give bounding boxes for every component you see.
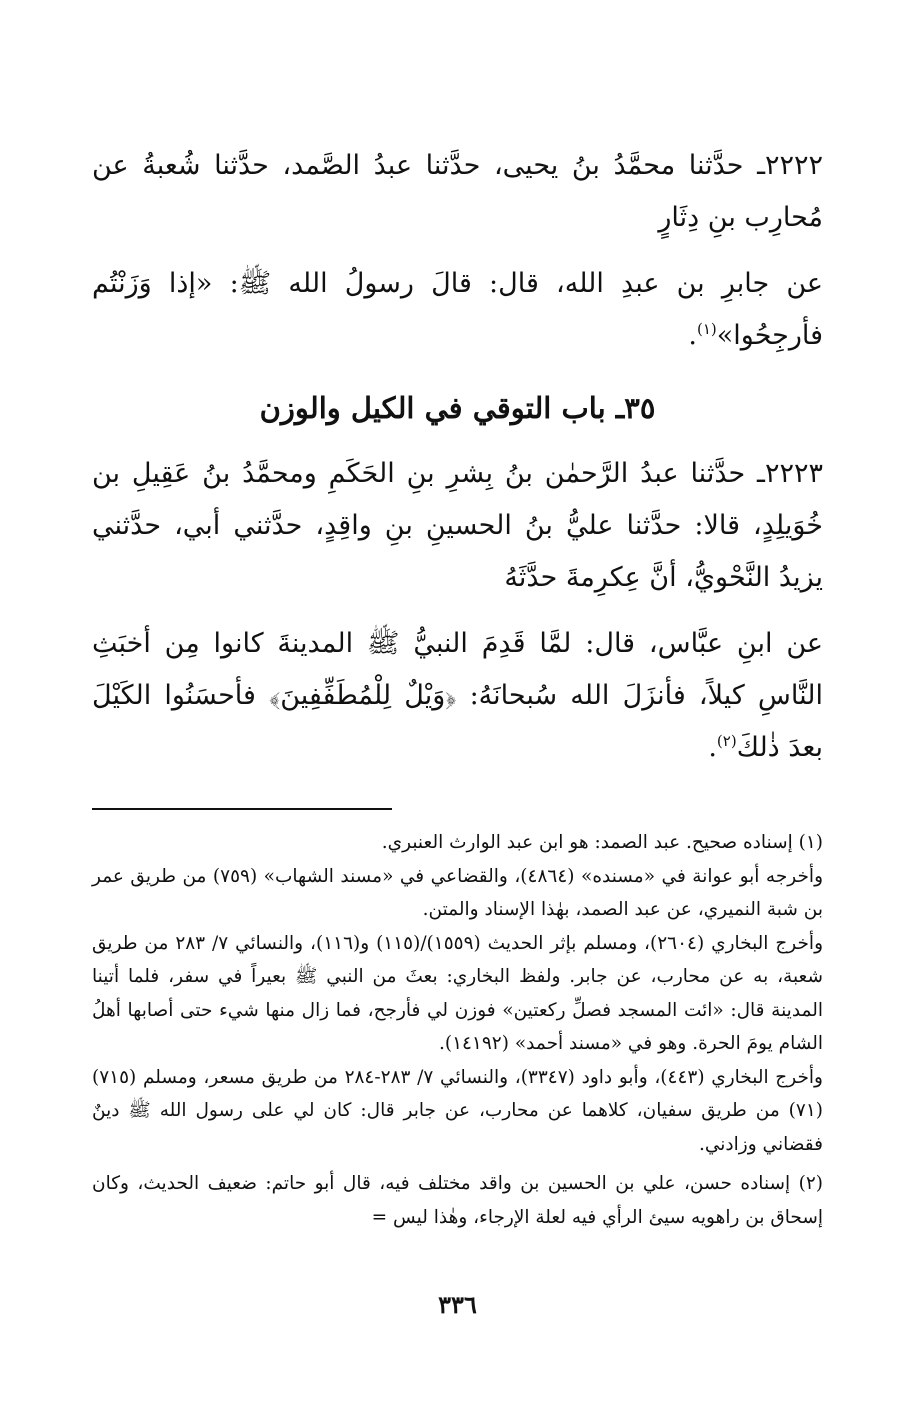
page-number: ٣٣٦: [438, 1290, 477, 1319]
footnote-1-para: وأخرجه أبو عوانة في «مسنده» (٤٨٦٤)، والقضاعي في «مسند الشهاب» (٧٥٩) من طريق عمر بن شبة النميري، عن عبد الصمد، بهٰذا الإسناد والمتن.: [92, 865, 823, 920]
footnote-1-para: وأخرج البخاري (٢٦٠٤)، ومسلم بإثر الحديث (١٥٥٩)/(١١٥) و(١١٦)، والنسائي ٧/ ٢٨٣ من طريق شعبة، به عن محارب، عن جابر. ولفظ البخاري: بعثَ من النبي ﷺ بعيراً في سفر، فلما أتينا المدينة قال: «ائت المسجد فصلِّ ركعتين» فوزن لي فأرجح، فما زال منها شيء حتى أصابها أهلُ الشام يومَ الحرة. وهو في «مسند أحمد» (١٤١٩٢).: [92, 932, 824, 1054]
hadith-2223-matn: [92, 618, 823, 774]
hadith-2223-matn-text: عن ابنِ عبَّاس، قال: لمَّا قَدِمَ النبيُّ ﷺ المدينةَ كانوا مِن أخبَثِ النَّاسِ كيلاً، فأنزَلَ الله سُبحانَهُ: ﴿وَيْلٌ لِلْمُطَفِّفِينَ﴾ فأحسَنُوا الكَيْلَ بعدَ ذٰلكَ: [92, 628, 823, 763]
footnotes: [92, 826, 823, 1234]
footnote-ref-2[interactable]: (٢): [716, 732, 737, 750]
footnote-divider: [92, 808, 392, 810]
footnote-ref-1[interactable]: (١): [696, 320, 717, 338]
hadith-2222-matn: [92, 258, 823, 362]
hadith-2222-end: .: [688, 320, 697, 351]
footnote-1-head: (١) إسناده صحيح. عبد الصمد: هو ابن عبد الوارث العنبري.: [381, 832, 823, 853]
hadith-2223-isnad: ٢٢٢٣ـ حدَّثنا عبدُ الرَّحمٰن بنُ بِشرِ بنِ الحَكَمِ ومحمَّدُ بنُ عَقِيلِ بن خُوَيلِدٍ، قالا: حدَّثنا عليُّ بنُ الحسينِ بنِ واقِدٍ، حدَّثني أبي، حدَّثني يزيدُ النَّحْويُّ، أنَّ عِكرِمةَ حدَّثَهُ: [92, 458, 823, 593]
chapter-title: ٣٥ـ باب التوقي في الكيل والوزن: [259, 391, 656, 425]
hadith-2222-matn-text: عن جابرِ بن عبدِ الله، قال: قالَ رسولُ الله ﷺ: «إذا وَزَنْتُم فأرجِحُوا»: [92, 268, 823, 351]
footnote-2-head: (٢) إسناده حسن، علي بن الحسين بن واقد مختلف فيه، قال أبو حاتم: ضعيف الحديث، وكان إسحاق بن راهويه سيئ الرأي فيه لعلة الإرجاء، وهٰذا ليس =: [92, 1173, 823, 1228]
hadith-2222-isnad: ٢٢٢٢ـ حدَّثنا محمَّدُ بنُ يحيى، حدَّثنا عبدُ الصَّمد، حدَّثنا شُعبةُ عن مُحارِب بنِ دِثَارٍ: [92, 150, 823, 233]
main-text: [92, 140, 823, 774]
footnote-1-para: وأخرج البخاري (٤٤٣)، وأبو داود (٣٣٤٧)، والنسائي ٧/ ٢٨٣-٢٨٤ من طريق مسعر، ومسلم (٧١٥) (٧١) من طريق سفيان، كلاهما عن محارب، عن جابر قال: كان لي على رسول الله ﷺ دينٌ فقضاني وزادني.: [92, 1066, 823, 1155]
hadith-2223-end: .: [708, 732, 717, 763]
